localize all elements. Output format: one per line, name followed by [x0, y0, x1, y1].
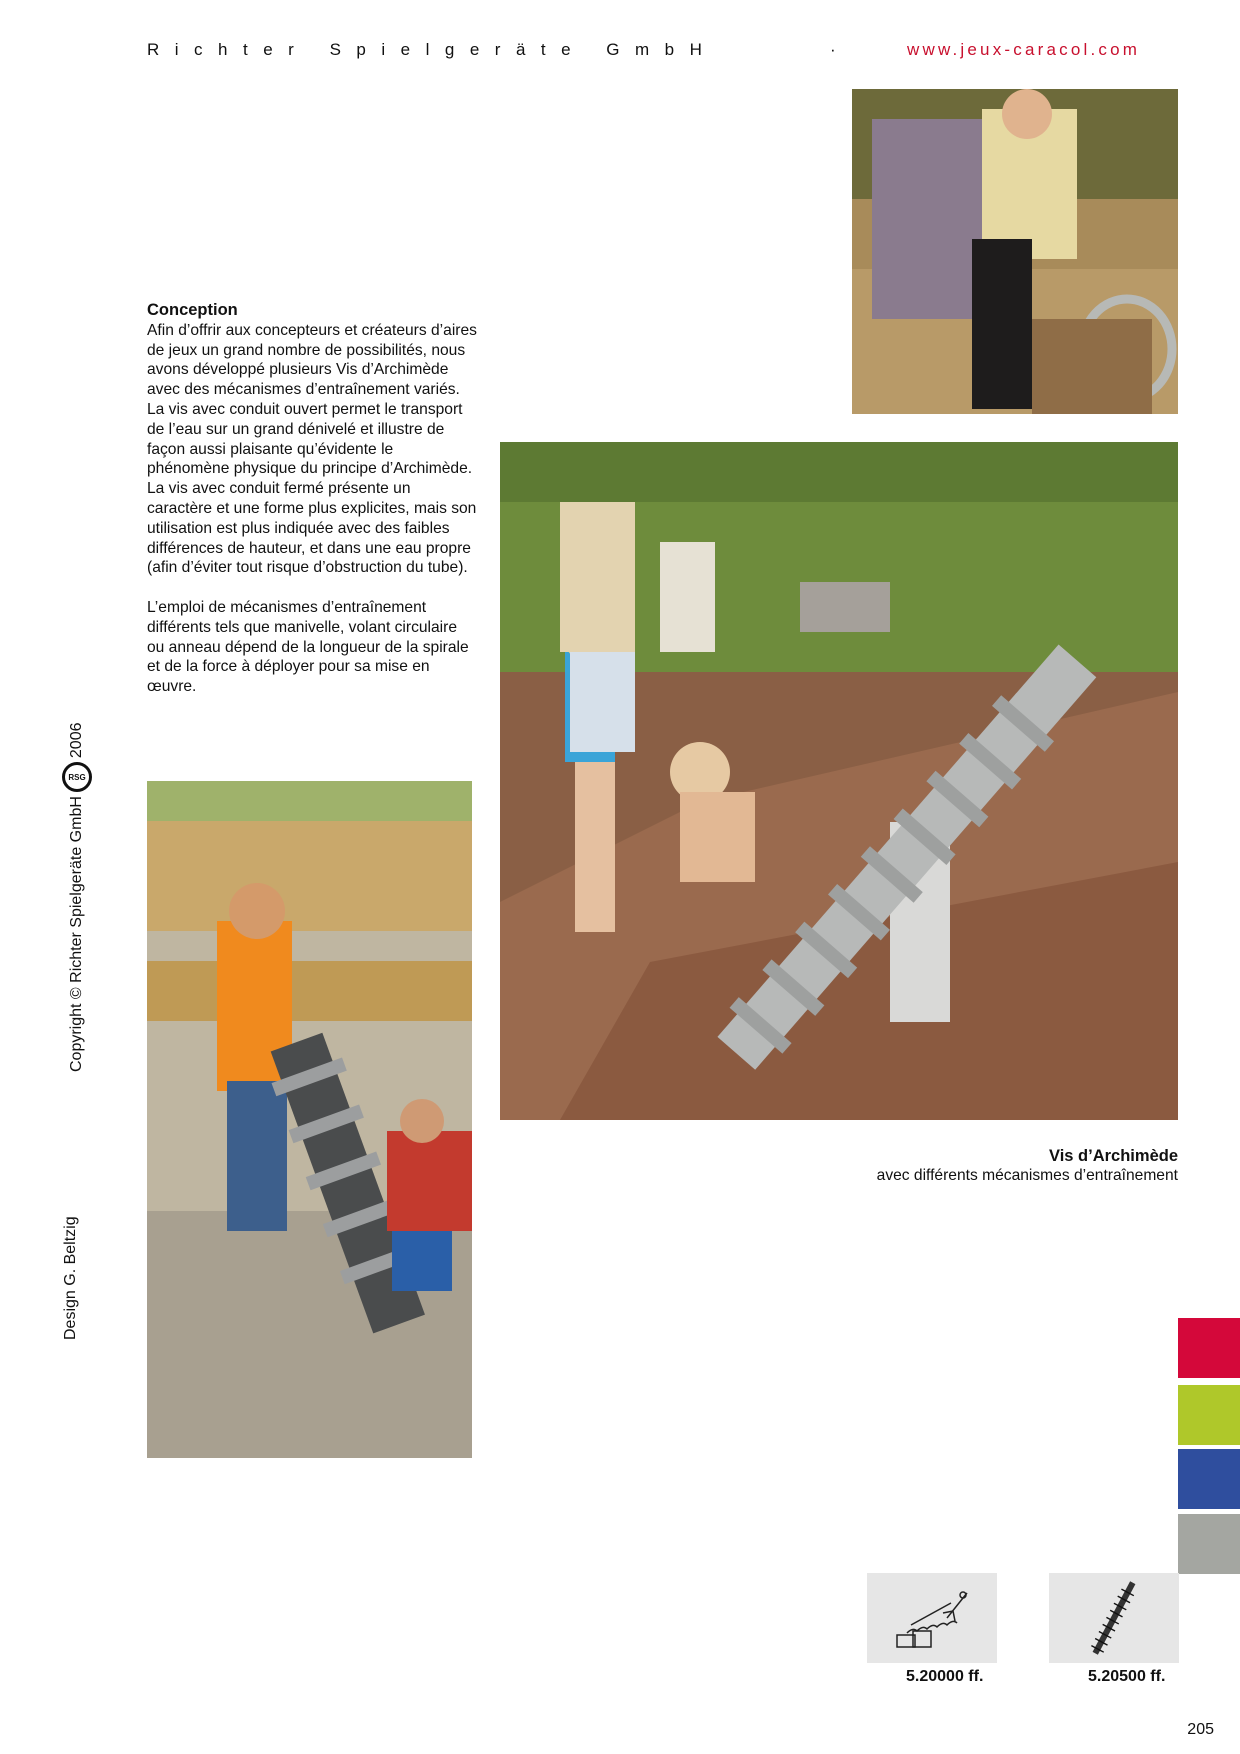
color-tab-blue	[1178, 1449, 1240, 1509]
photo-child-cranking-screw	[852, 89, 1178, 414]
side-design-credit: Design G. Beltzig	[62, 1216, 79, 1340]
caption-subtitle: avec différents mécanismes d’entraînement	[876, 1167, 1178, 1184]
side-copyright	[62, 723, 92, 1073]
section-title: Conception	[147, 301, 238, 319]
color-tab-green	[1178, 1385, 1240, 1445]
paragraph-2: L’emploi de mécanismes d’entraînement différents tels que manivelle, volant circulaire ou anneau dépend de la longueur de la spirale et de la force à déployer pour sa mise en œuvre.	[147, 598, 469, 696]
photo-archimedes-screw-rocks	[500, 442, 1178, 1120]
header-company: Richter Spielgeräte GmbH	[147, 40, 718, 59]
photo-children-closed-screw	[147, 781, 472, 1458]
product-thumbnail-closed-screw	[1049, 1573, 1179, 1663]
color-tab-gray	[1178, 1514, 1240, 1574]
copyright-year: 2006	[68, 722, 85, 759]
product-thumbnail-open-screw	[867, 1573, 997, 1663]
product-code-2: 5.20500 ff.	[1088, 1668, 1166, 1685]
company-seal-icon: RSG	[62, 762, 92, 792]
caption-title: Vis d’Archimède	[1049, 1147, 1178, 1165]
color-tab-red	[1178, 1318, 1240, 1378]
copyright-text: Copyright © Richter Spielgeräte GmbH	[68, 796, 85, 1072]
header-separator: ·	[830, 40, 836, 59]
product-code-1: 5.20000 ff.	[906, 1668, 984, 1685]
text-block	[147, 301, 477, 697]
page-number: 205	[1187, 1721, 1214, 1738]
header-url-link[interactable]: www.jeux-caracol.com	[907, 40, 1141, 59]
paragraph-1: Afin d’offrir aux concepteurs et créateurs d’aires de jeux un grand nombre de possibilités, nous avons développé plusieurs Vis d’Archimède avec des mécanismes d’entraînement variés. La vis avec conduit ouvert permet le transport de l’eau sur un grand dénivelé et illustre de façon aussi plaisante qu’évidente le phénomène physique du principe d’Archimède. La vis avec conduit fermé présente un caractère et une forme plus explicites, mais son utilisation est plus indiquée avec des faibles différences de hauteur, et dans une eau propre (afin d’éviter tout risque d’obstruction du tube).	[147, 321, 477, 577]
photo-caption	[877, 1146, 1178, 1186]
